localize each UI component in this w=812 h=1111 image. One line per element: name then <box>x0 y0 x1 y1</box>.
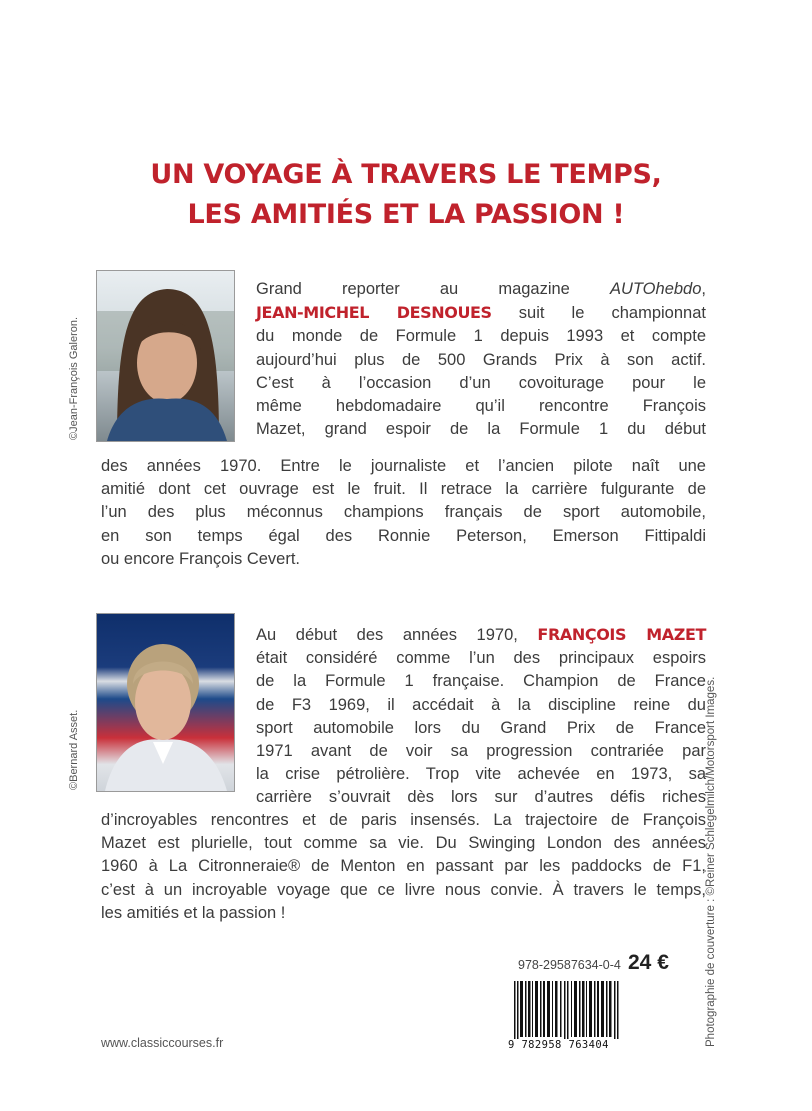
bio-line: de F3 1969, il accédait à la discipline reine du <box>256 695 706 714</box>
price: 24 € <box>628 951 669 974</box>
bio-line: même hebdomadaire qu’il rencontre François <box>256 397 706 416</box>
bio-line: 1960 à La Citronneraie® de Menton en passant par les paddocks de F1, <box>101 857 706 876</box>
bio-line: les amitiés et la passion ! <box>101 903 286 922</box>
bio-line: sport automobile lors du Grand Prix de France <box>256 718 706 737</box>
author-photo-credit: ©Jean-François Galeron. <box>68 316 80 440</box>
portrait-placeholder-icon <box>97 614 234 791</box>
subject-photo-credit: ©Bernard Asset. <box>68 709 80 790</box>
cover-photo-credit: Photographie de couverture : ©Reiner Schlegelmilch/Motorsport Images. <box>705 676 717 1047</box>
bio-line: Mazet est plurielle, tout comme sa vie. Du Swinging London des années <box>101 834 706 853</box>
isbn: 978-29587634-0-4 <box>518 958 621 972</box>
heading-line-2: LES AMITIÉS ET LA PASSION ! <box>187 199 625 230</box>
bio-line: Au début des années 1970, FRANÇOIS MAZET <box>256 625 706 644</box>
magazine-name: AUTOhebdo <box>609 280 702 298</box>
bio-line: de la Formule 1 française. Champion de France <box>256 672 706 691</box>
bio-line: Mazet, grand espoir de la Formule 1 du début <box>256 420 706 439</box>
bio-line: des années 1970. Entre le journaliste et l’ancien pilote naît une <box>101 457 706 475</box>
bio-line: du monde de Formule 1 depuis 1993 et compte <box>256 327 706 346</box>
bio-line: carrière s’ouvrait dès lors sur d’autres défis riches <box>256 788 706 807</box>
bio-line: était considéré comme l’un des principaux espoirs <box>256 649 706 668</box>
bio-line: 1971 avant de voir sa progression contrariée par <box>256 742 706 761</box>
bio-line: C’est à l’occasion d’un covoiturage pour le <box>256 373 706 392</box>
author-name: JEAN-MICHEL DESNOUES <box>256 303 492 323</box>
subject-photo <box>96 613 235 792</box>
author-photo <box>96 270 235 442</box>
bio-line: la crise pétrolière. Trop vite achevée en 1973, sa <box>256 765 706 784</box>
bio-line: en son temps égal des Ronnie Peterson, Emerson Fittipaldi <box>101 526 706 545</box>
subject-bio-bottom <box>101 809 706 925</box>
bio-line: ou encore François Cevert. <box>101 549 301 568</box>
bio-line: c’est à un incroyable voyage que ce livre nous convie. À travers le temps, <box>101 880 706 899</box>
portrait-placeholder-icon <box>97 271 234 441</box>
bio-line: JEAN-MICHEL DESNOUES suit le championnat <box>256 303 706 323</box>
author-bio-top <box>256 278 706 441</box>
barcode-digits: 9 782958 763404 <box>508 1039 624 1051</box>
bio-line: aujourd’hui plus de 500 Grands Prix à son actif. <box>256 350 706 369</box>
bio-line: l’un des plus méconnus champions français de sport automobile, <box>101 503 706 522</box>
heading-line-1: UN VOYAGE À TRAVERS LE TEMPS, <box>150 159 662 190</box>
bio-line: d’incroyables rencontres et de paris insensés. La trajectoire de François <box>101 811 706 829</box>
back-cover-heading <box>0 155 812 235</box>
barcode <box>508 981 624 1053</box>
barcode-icon <box>508 981 624 1043</box>
author-bio-bottom <box>101 455 706 571</box>
publisher-website: www.classiccourses.fr <box>101 1036 224 1050</box>
bio-line: amitié dont cet ouvrage est le fruit. Il retrace la carrière fulgurante de <box>101 480 706 499</box>
bio-line: Grand reporter au magazine AUTOhebdo, <box>256 280 706 298</box>
subject-name: FRANÇOIS MAZET <box>537 625 706 644</box>
subject-bio-top <box>256 623 706 810</box>
